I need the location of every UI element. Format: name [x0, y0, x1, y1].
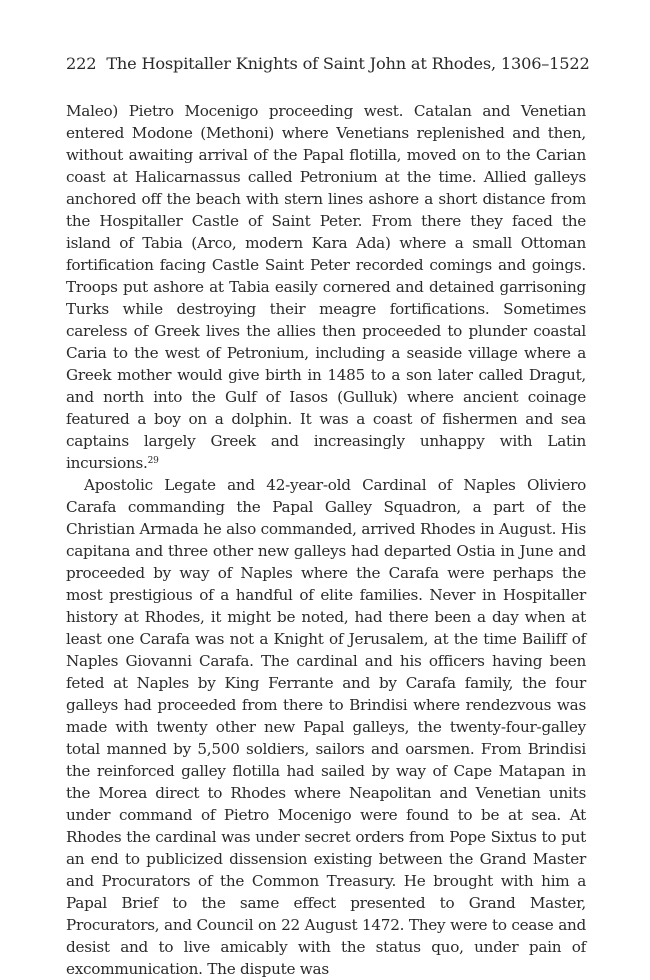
paragraph	[66, 100, 586, 474]
running-title: The Hospitaller Knights of Saint John at Rhodes, 1306–1522	[106, 54, 590, 73]
footnote-reference[interactable]: 29	[147, 456, 159, 466]
running-head	[66, 52, 590, 76]
page-number: 222	[66, 54, 97, 73]
paragraph: Apostolic Legate and 42-year-old Cardinal of Naples Oliviero Carafa commanding the Papal Galley Squadron, a part of the Christian Armada he also commanded, arrived Rhodes in August. His capitana and three other new galleys had departed Ostia in June and proceeded by way of Naples where the Carafa were perhaps the most prestigious of a handful of elite families. Never in Hospitaller history at Rhodes, it might be noted, had there been a day when at least one Carafa was not a Knight of Jerusalem, at the time Bailiff of Naples Giovanni Carafa. The cardinal and his officers having been feted at Naples by King Ferrante and by Carafa family, the four galleys had proceeded from there to Brindisi where rendezvous was made with twenty other new Papal galleys, the twenty-four-galley total manned by 5,500 soldiers, sailors and oarsmen. From Brindisi the reinforced galley flotilla had sailed by way of Cape Matapan in the Morea direct to Rhodes where Neapolitan and Venetian units under command of Pietro Mocenigo were found to be at sea. At Rhodes the cardinal was under secret orders from Pope Sixtus to put an end to publicized dissension existing between the Grand Master and Procurators of the Common Treasury. He brought with him a Papal Brief to the same effect presented to Grand Master, Procurators, and Council on 22 August 1472. They were to cease and desist and to live amicably with the status quo, under pain of excommunication. The dispute was	[66, 476, 586, 978]
paragraph-text: Maleo) Pietro Mocenigo proceeding west. Catalan and Venetian entered Modone (Methoni) where Venetians replenished and then, without awaiting arrival of the Papal flotilla, moved on to the Carian coast at Halicarnassus called Petronium at the time. Allied galleys anchored off the beach with stern lines ashore a short distance from the Hospitaller Castle of Saint Peter. From there they faced the island of Tabia (Arco, modern Kara Ada) where a small Ottoman fortification facing Castle Saint Peter recorded comings and goings. Troops put ashore at Tabia easily cornered and detained garrisoning Turks while destroying their meagre fortifications. Sometimes careless of Greek lives the allies then proceeded to plunder coastal Caria to the west of Petronium, including a seaside village where a Greek mother would give birth in 1485 to a son later called Dragut, and north into the Gulf of Iasos (Gulluk) where ancient coinage featured a boy on a dolphin. It was a coast of fishermen and sea captains largely Greek and increasingly unhappy with Latin incursions.	[66, 102, 586, 472]
body-text	[66, 100, 586, 980]
book-page	[66, 52, 590, 980]
